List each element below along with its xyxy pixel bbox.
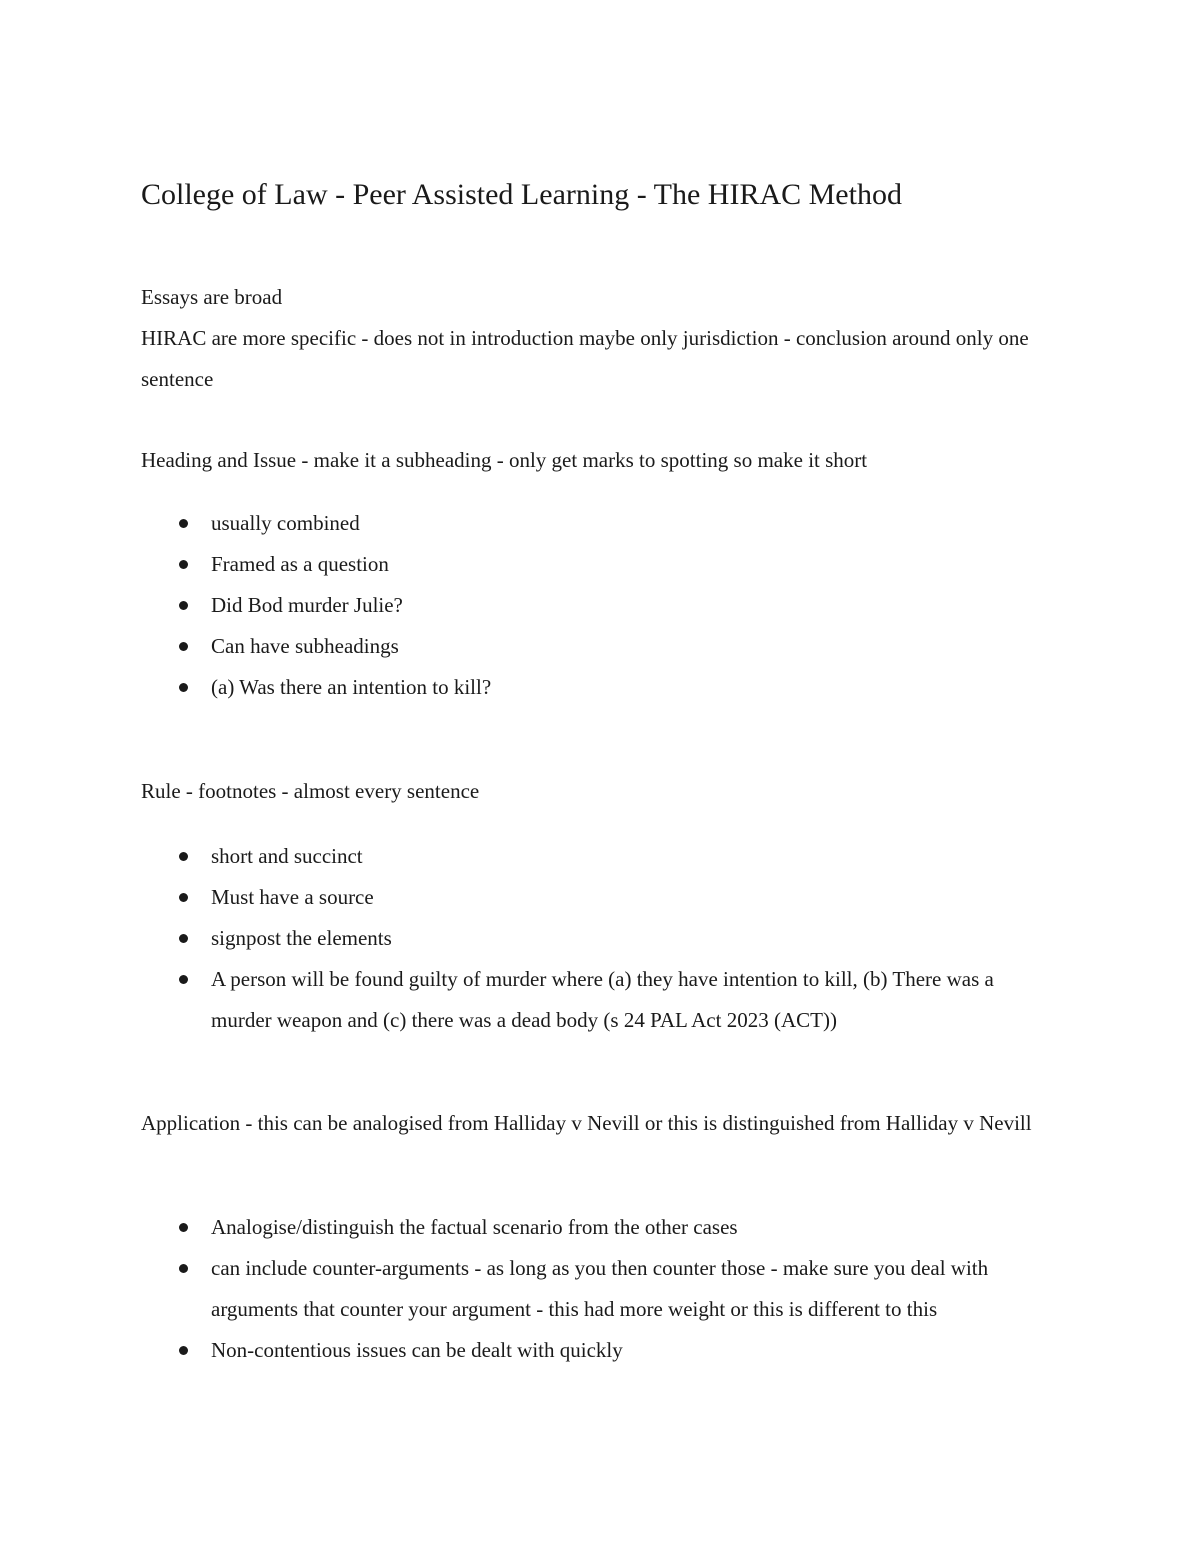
list-item: Non-contentious issues can be dealt with quickly — [141, 1330, 1071, 1371]
application-list — [141, 1207, 1071, 1371]
list-item: (a) Was there an intention to kill? — [141, 667, 1071, 708]
rule-list — [141, 836, 1071, 1041]
bullet-icon — [179, 642, 188, 651]
list-item: usually combined — [141, 503, 1071, 544]
list-item: A person will be found guilty of murder where (a) they have intention to kill, (b) There was a murder weapon and (c) there was a dead body (s 24 PAL Act 2023 (ACT)) — [141, 959, 1041, 1041]
bullet-icon — [179, 519, 188, 528]
list-item: can include counter-arguments - as long as you then counter those - make sure you deal with arguments that counter your argument - this had more weight or this is different to this — [141, 1248, 1041, 1330]
bullet-icon — [179, 683, 188, 692]
list-item: Framed as a question — [141, 544, 1071, 585]
intro-line-essays: Essays are broad — [141, 285, 283, 309]
bullet-icon — [179, 601, 188, 610]
list-item: short and succinct — [141, 836, 1071, 877]
list-item: Did Bod murder Julie? — [141, 585, 1071, 626]
bullet-icon — [179, 975, 188, 984]
list-item: Analogise/distinguish the factual scenario from the other cases — [141, 1207, 1071, 1248]
bullet-icon — [179, 1223, 188, 1232]
list-item: Can have subheadings — [141, 626, 1071, 667]
bullet-icon — [179, 934, 188, 943]
list-item: Must have a source — [141, 877, 1071, 918]
rule-heading: Rule - footnotes - almost every sentence — [141, 779, 480, 803]
document-title: College of Law - Peer Assisted Learning - The HIRAC Method — [141, 178, 902, 211]
heading-issue-heading: Heading and Issue - make it a subheading - only get marks to spotting so make it short — [141, 448, 868, 472]
bullet-icon — [179, 852, 188, 861]
bullet-icon — [179, 1264, 188, 1273]
intro-line-hirac: HIRAC are more specific - does not in introduction maybe only jurisdiction - conclusion around only one sentence — [141, 326, 1029, 391]
heading-issue-list — [141, 503, 1071, 708]
bullet-icon — [179, 1346, 188, 1355]
bullet-icon — [179, 893, 188, 902]
application-heading: Application - this can be analogised from Halliday v Nevill or this is distinguished from Halliday v Nevill — [141, 1111, 1032, 1135]
bullet-icon — [179, 560, 188, 569]
list-item: signpost the elements — [141, 918, 1071, 959]
